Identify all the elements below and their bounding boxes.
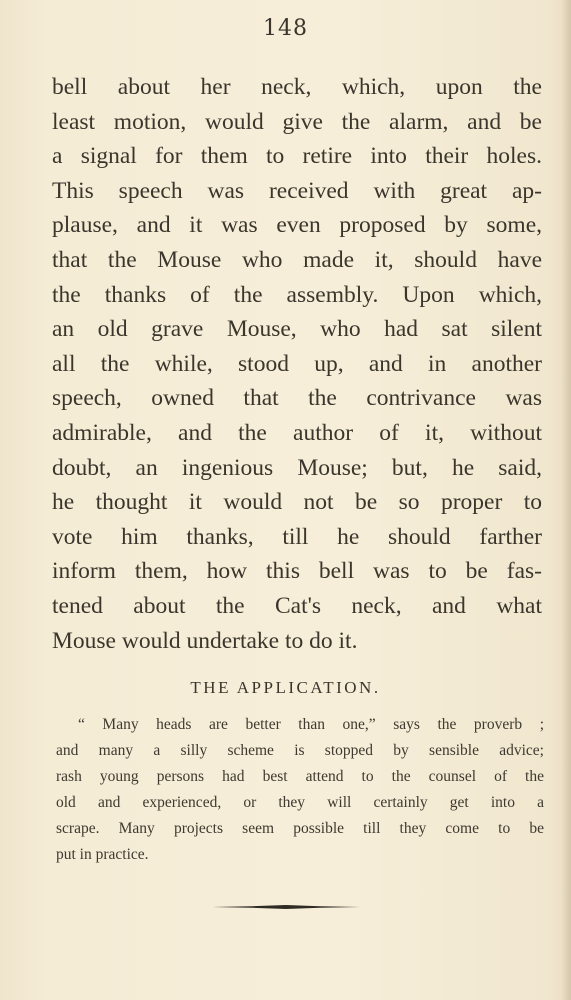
body-line: Mouse would undertake to do it.: [52, 627, 358, 654]
decorative-rule: [212, 904, 360, 910]
application-line: rash young persons had best attend to the counsel of the: [56, 768, 544, 785]
application-body: [56, 712, 544, 868]
application-line: “ Many heads are better than one,” says the proverb ;: [78, 716, 544, 733]
body-line: speech, owned that the contrivance was: [52, 385, 542, 412]
body-line: tened about the Cat's neck, and what: [52, 592, 542, 619]
body-line: inform them, how this bell was to be fas-: [52, 558, 542, 585]
body-line: an old grave Mouse, who had sat silent: [52, 316, 542, 343]
application-line: and many a silly scheme is stopped by sensible advice;: [56, 742, 544, 759]
body-line: he thought it would not be so proper to: [52, 489, 542, 516]
body-line: that the Mouse who made it, should have: [52, 246, 542, 273]
body-line: the thanks of the assembly. Upon which,: [52, 281, 542, 308]
body-line: bell about her neck, which, upon the: [52, 74, 542, 100]
application-line: old and experienced, or they will certainly get into a: [56, 794, 544, 811]
body-line: plause, and it was even proposed by some,: [52, 212, 542, 239]
application-heading: THE APPLICATION.: [190, 678, 381, 697]
application-line: put in practice.: [56, 846, 149, 863]
body-line: all the while, stood up, and in another: [52, 350, 542, 377]
body-line: This speech was received with great ap-: [52, 177, 542, 204]
body-line: a signal for them to retire into their holes.: [52, 143, 542, 170]
page-number: 148: [263, 16, 308, 41]
body-line: doubt, an ingenious Mouse; but, he said,: [52, 454, 542, 481]
body-line: admirable, and the author of it, without: [52, 419, 542, 446]
body-line: least motion, would give the alarm, and be: [52, 108, 542, 135]
fable-body: [52, 70, 542, 658]
body-line: vote him thanks, till he should farther: [52, 523, 542, 550]
application-line: scrape. Many projects seem possible till they come to be: [56, 820, 544, 837]
page-edge-shadow: [561, 0, 571, 1000]
